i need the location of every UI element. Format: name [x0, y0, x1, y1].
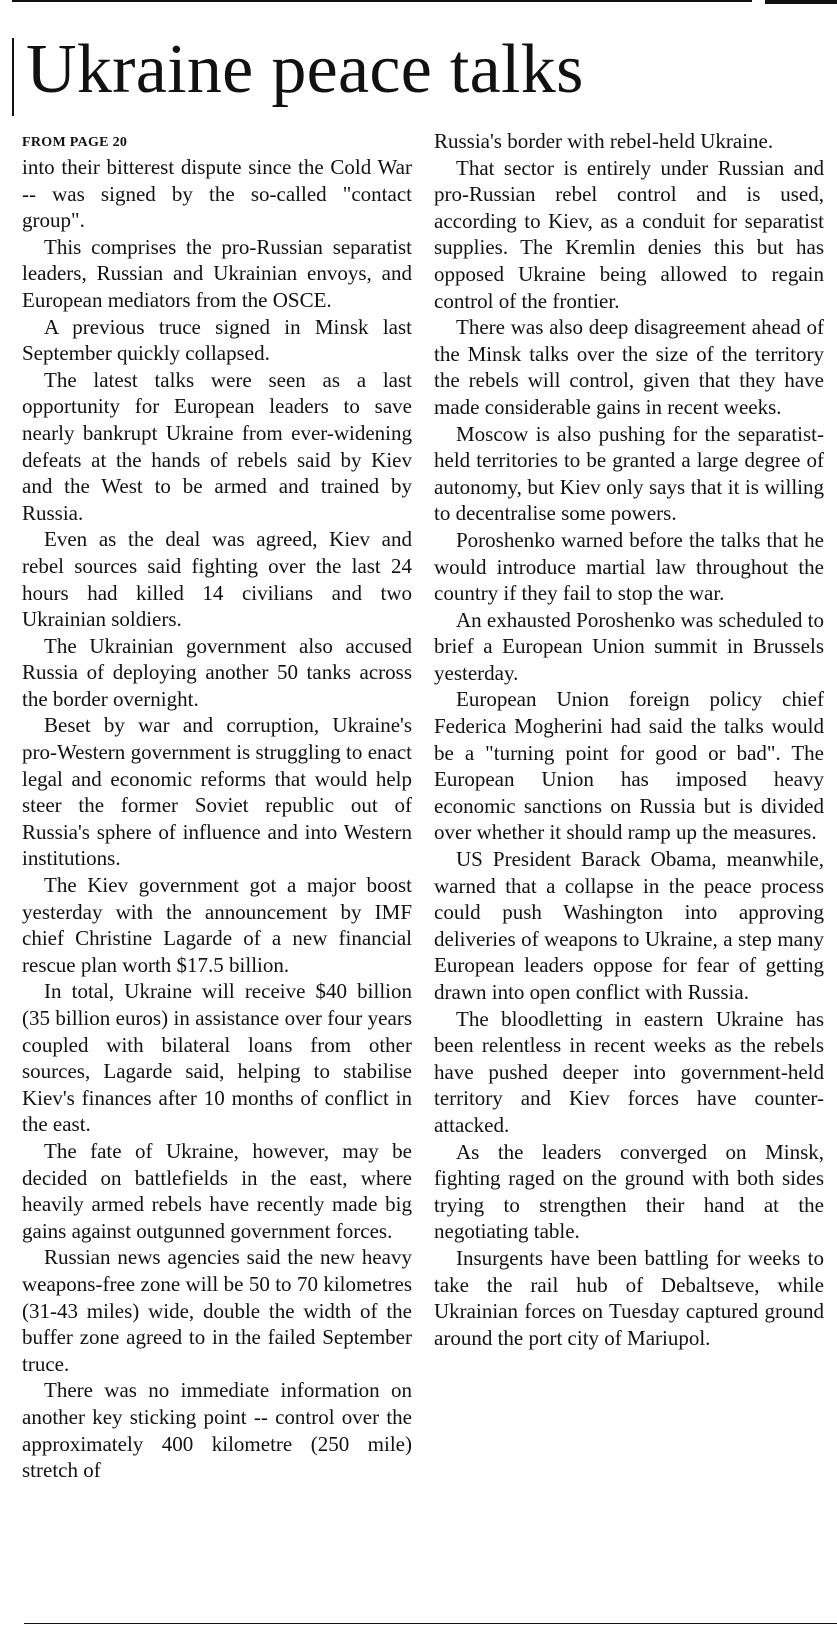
paragraph: Russian news agencies said the new heavy weapons-free zone will be 50 to 70 kilometres (31-43 miles) wide, double the width of the buffer zone agreed to in the failed September truce.	[22, 1245, 412, 1376]
paragraph: Even as the deal was agreed, Kiev and rebel sources said fighting over the last 24 hours had killed 14 civilians and two Ukrainian soldiers.	[22, 527, 412, 632]
paragraph: As the leaders converged on Minsk, fighting raged on the ground with both sides trying to strengthen their hand at the negotiating table.	[434, 1139, 824, 1244]
paragraph: Insurgents have been battling for weeks to take the rail hub of Debaltseve, while Ukrainian forces on Tuesday captured ground around the port city of Mariupol.	[434, 1245, 824, 1350]
paragraph: The bloodletting in eastern Ukraine has been relentless in recent weeks as the rebels have pushed deeper into government-held territory and Kiev forces have counter-attacked.	[434, 1006, 824, 1137]
paragraph: There was no immediate information on another key sticking point -- control over the approximately 400 kilometre (250 mile) stretch of	[22, 1378, 412, 1483]
article-column-left	[22, 128, 412, 1484]
paragraph: That sector is entirely under Russian and pro-Russian rebel control and is used, according to Kiev, as a conduit for separatist supplies. The Kremlin denies this but has opposed Ukraine being allowed to regain control of the frontier.	[434, 155, 824, 313]
paragraph: An exhausted Poroshenko was scheduled to brief a European Union summit in Brussels yesterday.	[434, 607, 825, 685]
paragraph: The latest talks were seen as a last opportunity for European leaders to save nearly bankrupt Ukraine from ever-widening defeats at the hands of rebels said by Kiev and the West to be armed and trained by Russia.	[22, 367, 412, 525]
paragraph: The Kiev government got a major boost yesterday with the announcement by IMF chief Christine Lagarde of a new financial rescue plan worth $17.5 billion.	[22, 873, 412, 977]
paragraph: There was also deep disagreement ahead of the Minsk talks over the size of the territory the rebels will control, given that they have made considerable gains in recent weeks.	[434, 315, 824, 419]
paragraph: The fate of Ukraine, however, may be decided on battlefields in the east, where heavily armed rebels have recently made big gains against outgunned government forces.	[22, 1138, 412, 1243]
from-page-label: FROM PAGE 20	[22, 135, 128, 150]
paragraph: In total, Ukraine will receive $40 billion (35 billion euros) in assistance over four years coupled with bilateral loans from other sources, Lagarde said, helping to stabilise Kiev's finances after 10 months of conflict in the east.	[22, 979, 412, 1137]
headline-vertical-rule	[12, 38, 14, 116]
paragraph: Poroshenko warned before the talks that he would introduce martial law throughout the country if they fail to stop the war.	[434, 527, 824, 606]
paragraph: This comprises the pro-Russian separatist leaders, Russian and Ukrainian envoys, and European mediators from the OSCE.	[22, 234, 412, 312]
article-column-right	[434, 128, 824, 1351]
paragraph: A previous truce signed in Minsk last September quickly collapsed.	[22, 314, 412, 366]
paragraph: The Ukrainian government also accused Russia of deploying another 50 tanks across the border overnight.	[22, 633, 412, 711]
paragraph: Russia's border with rebel-held Ukraine.	[434, 129, 774, 153]
paragraph: Beset by war and corruption, Ukraine's pro-Western government is struggling to enact legal and economic reforms that would help steer the former Soviet republic out of Russia's sphere of influence and into Western institutions.	[22, 713, 412, 871]
paragraph: into their bitterest dispute since the Cold War -- was signed by the so-called "contact group".	[22, 155, 412, 233]
bottom-rule	[24, 1623, 837, 1624]
top-rule-right	[765, 0, 837, 4]
paragraph: US President Barack Obama, meanwhile, warned that a collapse in the peace process could push Washington into approving deliveries of weapons to Ukraine, a step many European leaders oppose for fear of getting drawn into open conflict with Russia.	[434, 847, 824, 1004]
paragraph: Moscow is also pushing for the separatist-held territories to be granted a large degree of autonomy, but Kiev only says that it is willing to decentralise some powers.	[434, 421, 824, 526]
headline: Ukraine peace talks	[26, 31, 584, 108]
paragraph: European Union foreign policy chief Federica Mogherini had said the talks would be a "turning point for good or bad". The European Union has imposed heavy economic sanctions on Russia but is divided over whether it should ramp up the measures.	[434, 687, 824, 845]
top-rule	[12, 0, 752, 2]
